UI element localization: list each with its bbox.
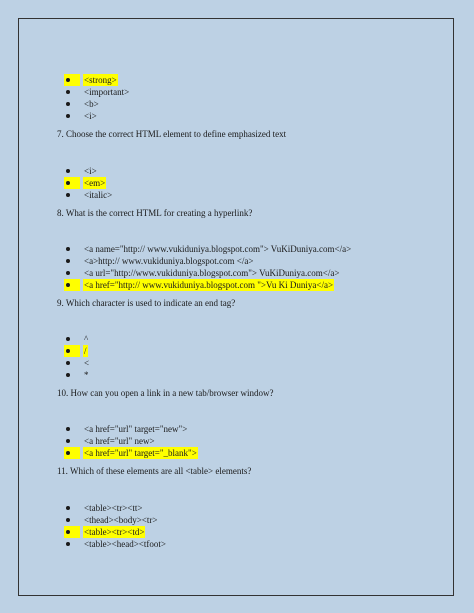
- option-text: ^: [84, 334, 89, 344]
- question-8: 8. What is the correct HTML for creating a hyperlink?: [57, 208, 253, 218]
- bullet-icon: [66, 169, 70, 173]
- bullet-icon: [66, 90, 70, 94]
- highlighted-option-text: <a href="url" target="_blank">: [84, 448, 197, 458]
- bullet-icon: [66, 542, 70, 546]
- bullet-icon: [66, 114, 70, 118]
- question-10: 10. How can you open a link in a new tab/browser window?: [57, 388, 274, 398]
- bullet-icon: [66, 518, 70, 522]
- question-7: 7. Choose the correct HTML element to define emphasized text: [57, 129, 287, 139]
- option-text: <important>: [84, 87, 130, 97]
- highlighted-option-text: <strong>: [84, 75, 117, 85]
- option-text: <a>http:// www.vukiduniya.blogspot.com </a>: [84, 256, 254, 266]
- option-text: <table><tr><tt>: [84, 503, 143, 513]
- bullet-icon: [66, 439, 70, 443]
- option-text: *: [84, 370, 89, 380]
- option-text: <a name="http:// www.vukiduniya.blogspot.com"> VuKiDuniya.com</a>: [84, 244, 352, 254]
- bullet-icon: [66, 193, 70, 197]
- option-text: <a url="http://www.vukiduniya.blogspot.com"> VuKiDuniya.com</a>: [84, 268, 340, 278]
- bullet-icon: [66, 337, 70, 341]
- bullet-icon: [66, 78, 70, 82]
- bullet-icon: [66, 361, 70, 365]
- question-9: 9. Which character is used to indicate an end tag?: [57, 298, 236, 308]
- highlighted-option-text: <a href="http:// www.vukiduniya.blogspot.com ">Vu Ki Duniya</a>: [84, 280, 334, 290]
- bullet-icon: [66, 271, 70, 275]
- option-text: <i>: [84, 166, 97, 176]
- question-11: 11. Which of these elements are all <table> elements?: [57, 466, 252, 476]
- bullet-icon: [66, 102, 70, 106]
- bullet-icon: [66, 373, 70, 377]
- bullet-icon: [66, 506, 70, 510]
- option-text: <a href="url" target="new">: [84, 424, 188, 434]
- bullet-icon: [66, 259, 70, 263]
- option-text: <italic>: [84, 190, 113, 200]
- option-text: <i>: [84, 111, 97, 121]
- highlighted-option-text: <em>: [84, 178, 106, 188]
- option-text: <b>: [84, 99, 99, 109]
- bullet-icon: [66, 530, 70, 534]
- option-text: <: [84, 358, 90, 368]
- bullet-icon: [66, 283, 70, 287]
- option-text: <table><head><tfoot>: [84, 539, 166, 549]
- highlighted-option-text: <table><tr><td>: [84, 527, 145, 537]
- bullet-icon: [66, 247, 70, 251]
- option-text: <a href="url" new>: [84, 436, 155, 446]
- highlighted-option-text: /: [84, 346, 87, 356]
- option-text: <thead><body><tr>: [84, 515, 158, 525]
- bullet-icon: [66, 181, 70, 185]
- bullet-icon: [66, 349, 70, 353]
- bullet-icon: [66, 427, 70, 431]
- bullet-icon: [66, 451, 70, 455]
